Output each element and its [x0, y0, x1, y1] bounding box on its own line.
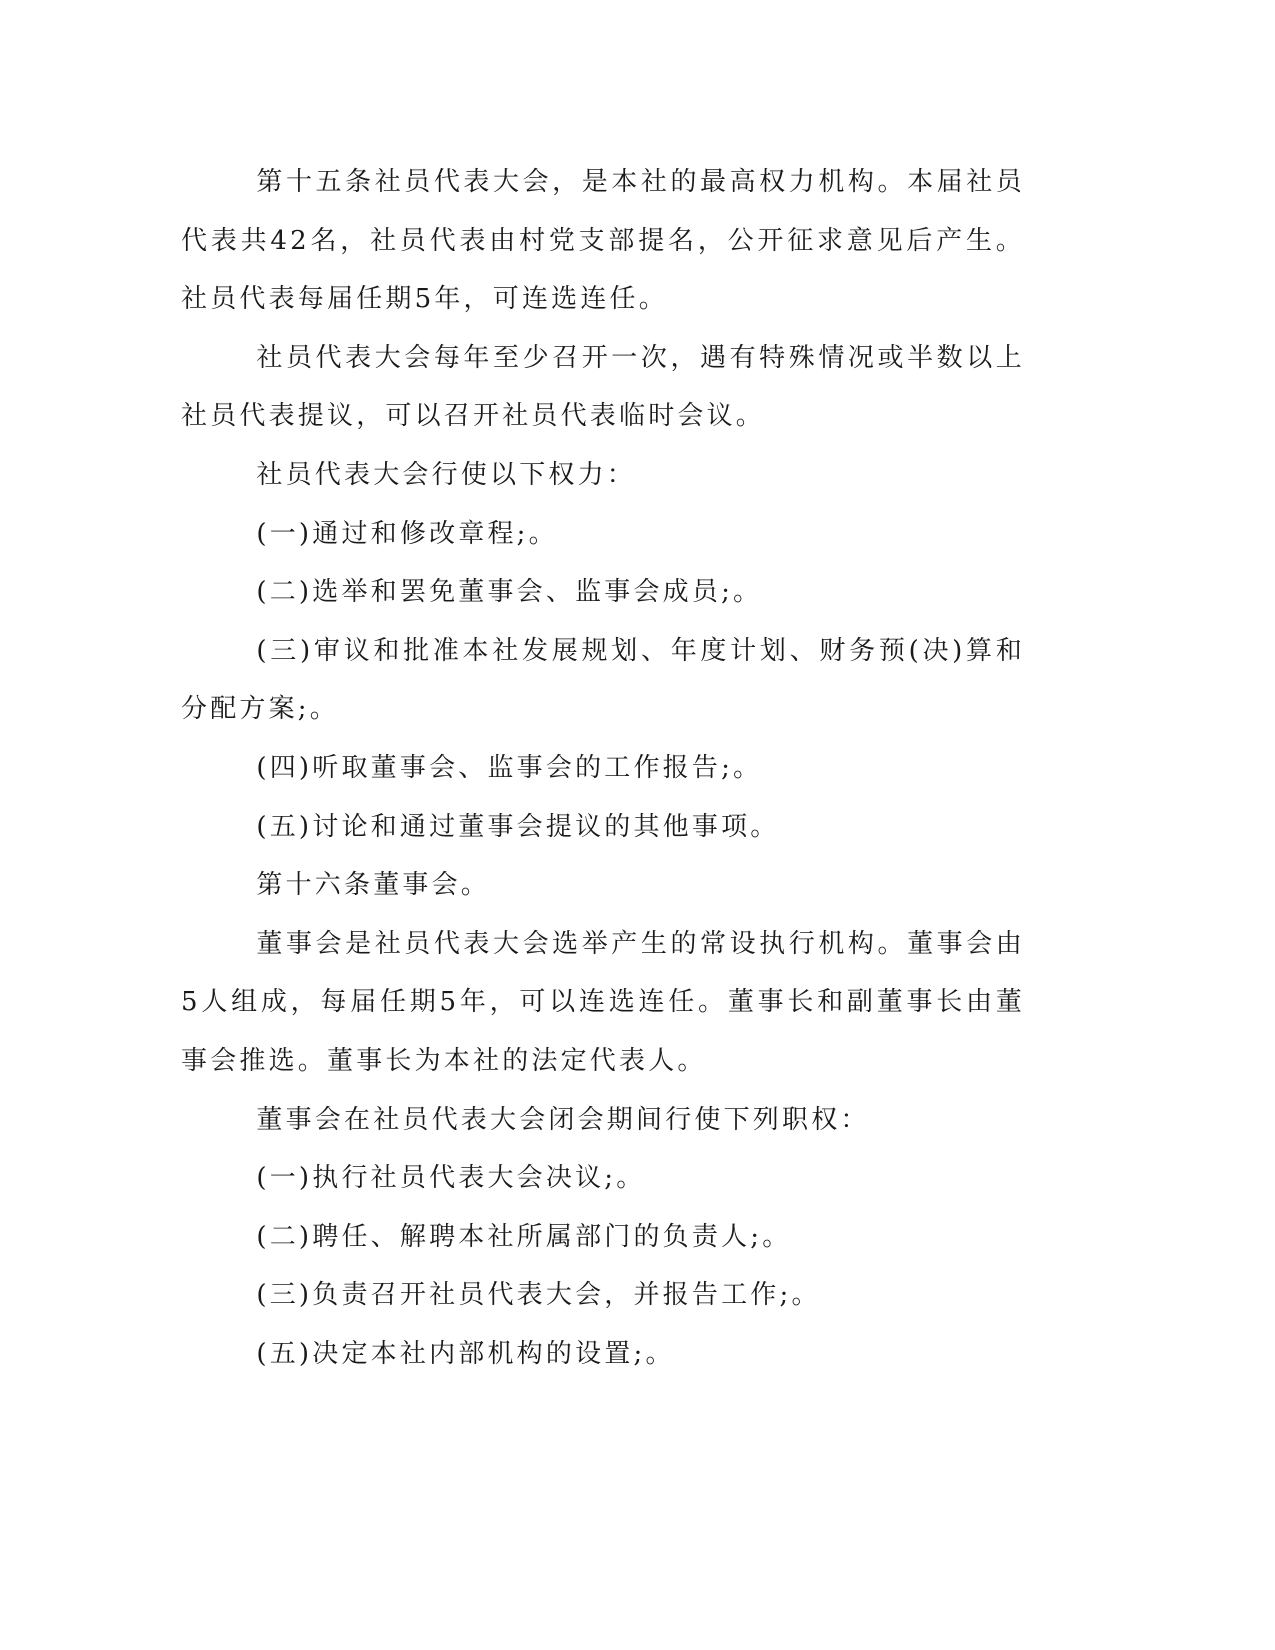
- article-16-heading: 第十六条董事会。: [256, 870, 490, 901]
- document-body: [181, 153, 1025, 1383]
- board-power-item-5: (五)决定本社内部机构的设置;。: [256, 1338, 675, 1369]
- board-powers-heading: 董事会在社员代表大会闭会期间行使下列职权：: [256, 1104, 870, 1135]
- congress-power-item-4: (四)听取董事会、监事会的工作报告;。: [256, 752, 763, 783]
- congress-power-item-2: (二)选举和罢免董事会、监事会成员;。: [256, 577, 763, 608]
- congress-meeting-paragraph: 社员代表大会每年至少召开一次，遇有特殊情况或半数以上社员代表提议，可以召开社员代表临时会议。: [181, 342, 1025, 432]
- congress-power-item-5: (五)讨论和通过董事会提议的其他事项。: [256, 811, 780, 842]
- board-power-item-3: (三)负责召开社员代表大会，并报告工作;。: [256, 1280, 821, 1311]
- article-15-paragraph: 第十五条社员代表大会，是本社的最高权力机构。本届社员代表共42名，社员代表由村党支部提名，公开征求意见后产生。社员代表每届任期5年，可连选连任。: [181, 167, 1025, 315]
- board-power-item-2: (二)聘任、解聘本社所属部门的负责人;。: [256, 1221, 792, 1252]
- congress-powers-heading: 社员代表大会行使以下权力：: [256, 459, 636, 490]
- board-description-paragraph: 董事会是社员代表大会选举产生的常设执行机构。董事会由5人组成，每届任期5年，可以连选连任。董事长和副董事长由董事会推选。董事长为本社的法定代表人。: [181, 928, 1025, 1076]
- congress-power-item-1: (一)通过和修改章程;。: [256, 518, 558, 549]
- congress-power-item-3: (三)审议和批准本社发展规划、年度计划、财务预(决)算和分配方案;。: [181, 635, 1025, 725]
- board-power-item-1: (一)执行社员代表大会决议;。: [256, 1163, 646, 1194]
